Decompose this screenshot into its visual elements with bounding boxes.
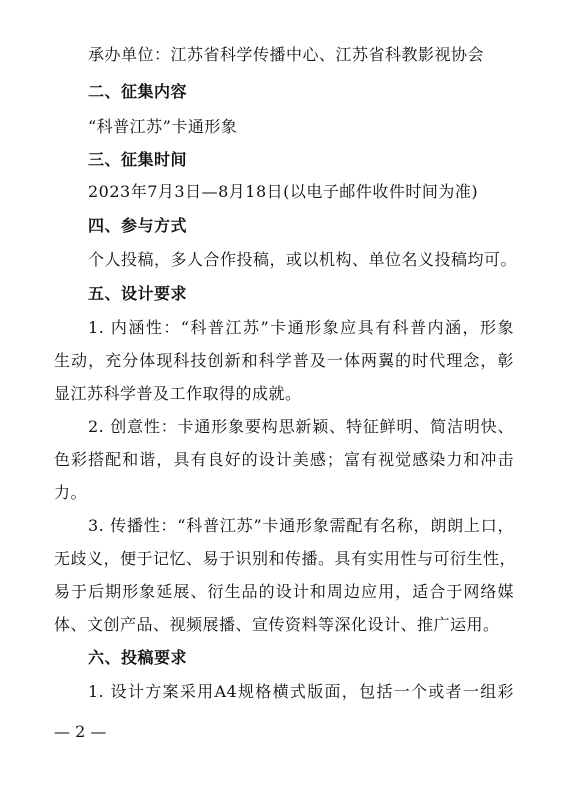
participation-line: 个人投稿，多人合作投稿，或以机构、单位名义投稿均可。 <box>88 250 518 269</box>
design-req-3-line-2: 无歧义，便于记忆、易于识别和传播。具有实用性与可衍生性， <box>54 549 517 568</box>
organizer-line: 承办单位：江苏省科学传播中心、江苏省科教影视协会 <box>88 45 485 64</box>
section-heading-collection-content: 二、征集内容 <box>88 82 188 101</box>
design-req-3-line-1: 3. 传播性：“科普江苏”卡通形象需配有名称，朗朗上口， <box>88 516 514 535</box>
collection-time-line: 2023年7月3日—8月18日(以电子邮件收件时间为准) <box>88 182 479 201</box>
design-req-2-line-1: 2. 创意性：卡通形象要构思新颖、特征鲜明、简洁明快、 <box>88 417 514 436</box>
design-req-1-line-3: 显江苏科学普及工作取得的成就。 <box>54 384 302 403</box>
section-heading-design-requirements: 五、设计要求 <box>88 284 188 303</box>
section-heading-submission-requirements: 六、投稿要求 <box>88 648 188 667</box>
design-req-3-line-3: 易于后期形象延展、衍生品的设计和周边应用，适合于网络媒 <box>54 582 514 601</box>
section-heading-participation: 四、参与方式 <box>88 216 188 235</box>
design-req-3-line-4: 体、文创产品、视频展播、宣传资料等深化设计、推广运用。 <box>54 615 500 634</box>
page-number: — 2 — <box>54 722 107 741</box>
design-req-1-line-1: 1. 内涵性：“科普江苏”卡通形象应具有科普内涵，形象 <box>88 318 514 337</box>
design-req-2-line-3: 力。 <box>54 483 88 502</box>
design-req-2-line-2: 色彩搭配和谐，具有良好的设计美感；富有视觉感染力和冲击 <box>54 450 514 469</box>
section-heading-collection-time: 三、征集时间 <box>88 150 188 169</box>
collection-content-line: “科普江苏”卡通形象 <box>88 117 238 136</box>
submission-req-1-line-1: 1. 设计方案采用A4规格横式版面，包括一个或者一组彩 <box>88 682 514 701</box>
design-req-1-line-2: 生动，充分体现科技创新和科学普及一体两翼的时代理念，彰 <box>54 351 514 370</box>
